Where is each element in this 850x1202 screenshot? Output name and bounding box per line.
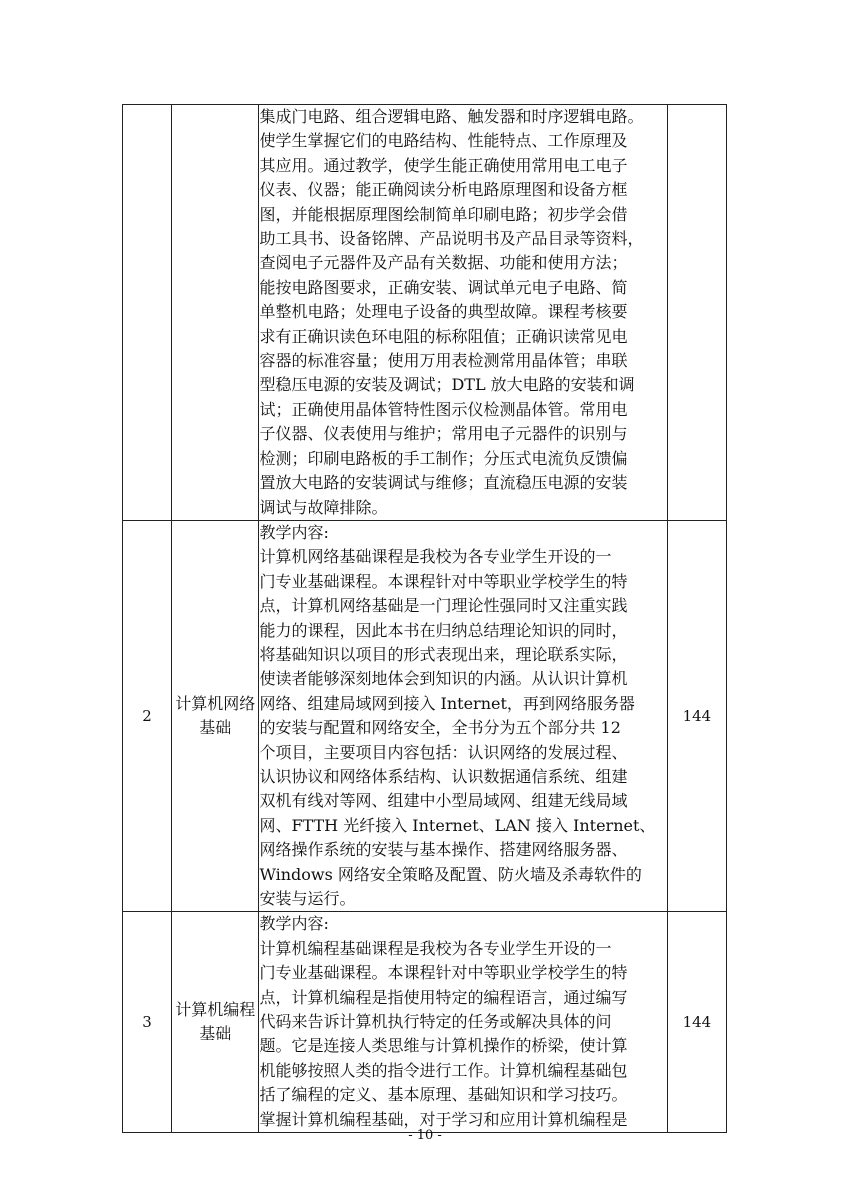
description-line: 括了编程的定义、基本原理、基础知识和学习技巧。 xyxy=(259,1085,628,1105)
description-line: 子仪器、仪表使用与维护；常用电子元器件的识别与 xyxy=(259,424,628,444)
description-line: 网络、组建局域网到接入 Internet，再到网络服务器 xyxy=(259,693,635,713)
description-line: 调试与故障排除。 xyxy=(259,497,388,517)
description-line: 点，计算机编程是指使用特定的编程语言，通过编写 xyxy=(259,987,628,1007)
row-index-cell: 2 xyxy=(123,520,172,912)
table-row xyxy=(123,912,727,1133)
curriculum-table xyxy=(122,104,727,1133)
description-line: 的安装与配置和网络安全，全书分为五个部分共 12 xyxy=(259,718,621,738)
description-line: 门专业基础课程。本课程针对中等职业学校学生的特 xyxy=(259,571,628,591)
description-line: 网络操作系统的安装与基本操作、搭建网络服务器、 xyxy=(259,840,628,860)
description-line: 图，并能根据原理图绘制简单印刷电路；初步学会借 xyxy=(259,204,628,224)
description-line: 个项目，主要项目内容包括：认识网络的发展过程、 xyxy=(259,742,628,762)
description-line: 能力的课程，因此本书在归纳总结理论知识的同时， xyxy=(259,620,628,640)
description-line: 试；正确使用晶体管特性图示仪检测晶体管。常用电 xyxy=(259,399,628,419)
description-line: 能按电路图要求，正确安装、调试单元电子电路、简 xyxy=(259,277,628,297)
course-description-cell xyxy=(259,912,667,1133)
hours-cell: 144 xyxy=(667,912,726,1133)
row-index-cell: 3 xyxy=(123,912,172,1133)
course-description-cell xyxy=(259,520,667,912)
description-line: 安装与运行。 xyxy=(259,889,356,908)
page-number: - 10 - xyxy=(408,1128,442,1143)
course-name-cell xyxy=(172,105,259,521)
description-line: 将基础知识以项目的形式表现出来，理论联系实际， xyxy=(259,644,628,664)
description-line: 计算机网络基础课程是我校为各专业学生开设的一 xyxy=(259,547,612,567)
description-line: 点，计算机网络基础是一门理论性强同时又注重实践 xyxy=(259,596,628,616)
description-line: 容器的标准容量；使用万用表检测常用晶体管；串联 xyxy=(259,351,628,371)
hours-cell: 144 xyxy=(667,520,726,912)
description-line: 求有正确识读色环电阻的标称阻值；正确识读常见电 xyxy=(259,326,628,346)
table-row xyxy=(123,520,727,912)
course-description-cell xyxy=(259,105,667,521)
description-line: 教学内容: xyxy=(259,914,329,934)
description-line: 型稳压电源的安装及调试；DTL 放大电路的安装和调 xyxy=(259,375,635,395)
description-line: 检测；印刷电路板的手工制作；分压式电流负反馈偏 xyxy=(259,448,628,468)
description-line: 题。它是连接人类思维与计算机操作的桥梁，使计算 xyxy=(259,1036,628,1056)
description-line: 助工具书、设备铭牌、产品说明书及产品目录等资料， xyxy=(259,229,644,249)
description-line: 置放大电路的安装调试与维修；直流稳压电源的安装 xyxy=(259,473,628,493)
description-line: 认识协议和网络体系结构、认识数据通信系统、组建 xyxy=(259,766,628,786)
course-name-cell: 计算机编程基础 xyxy=(172,912,259,1133)
description-line: 集成门电路、组合逻辑电路、触发器和时序逻辑电路。 xyxy=(259,107,644,126)
description-line: 掌握计算机编程基础，对于学习和应用计算机编程是 xyxy=(259,1109,628,1129)
row-index-cell xyxy=(123,105,172,521)
description-line: 双机有线对等网、组建中小型局域网、组建无线局域 xyxy=(259,791,628,811)
description-line: 教学内容: xyxy=(259,522,329,542)
table-row xyxy=(123,105,727,521)
description-line: 单整机电路；处理电子设备的典型故障。课程考核要 xyxy=(259,302,628,322)
description-line: 代码来告诉计算机执行特定的任务或解决具体的问 xyxy=(259,1012,612,1032)
description-line: 门专业基础课程。本课程针对中等职业学校学生的特 xyxy=(259,963,628,983)
curriculum-table-body xyxy=(123,105,727,1133)
description-line: 计算机编程基础课程是我校为各专业学生开设的一 xyxy=(259,938,612,958)
description-line: 其应用。通过教学，使学生能正确使用常用电工电子 xyxy=(259,155,628,175)
description-line: 查阅电子元器件及产品有关数据、功能和使用方法； xyxy=(259,253,628,273)
description-line: 网、FTTH 光纤接入 Internet、LAN 接入 Internet、 xyxy=(259,815,656,835)
description-line: 使读者能够深刻地体会到知识的内涵。从认识计算机 xyxy=(259,669,628,689)
description-line: Windows 网络安全策略及配置、防火墙及杀毒软件的 xyxy=(259,864,642,884)
course-name-cell: 计算机网络基础 xyxy=(172,520,259,912)
description-line: 机能够按照人类的指令进行工作。计算机编程基础包 xyxy=(259,1060,628,1080)
description-line: 使学生掌握它们的电路结构、性能特点、工作原理及 xyxy=(259,131,628,151)
description-line: 仪表、仪器；能正确阅读分析电路原理图和设备方框 xyxy=(259,180,628,200)
hours-cell xyxy=(667,105,726,521)
